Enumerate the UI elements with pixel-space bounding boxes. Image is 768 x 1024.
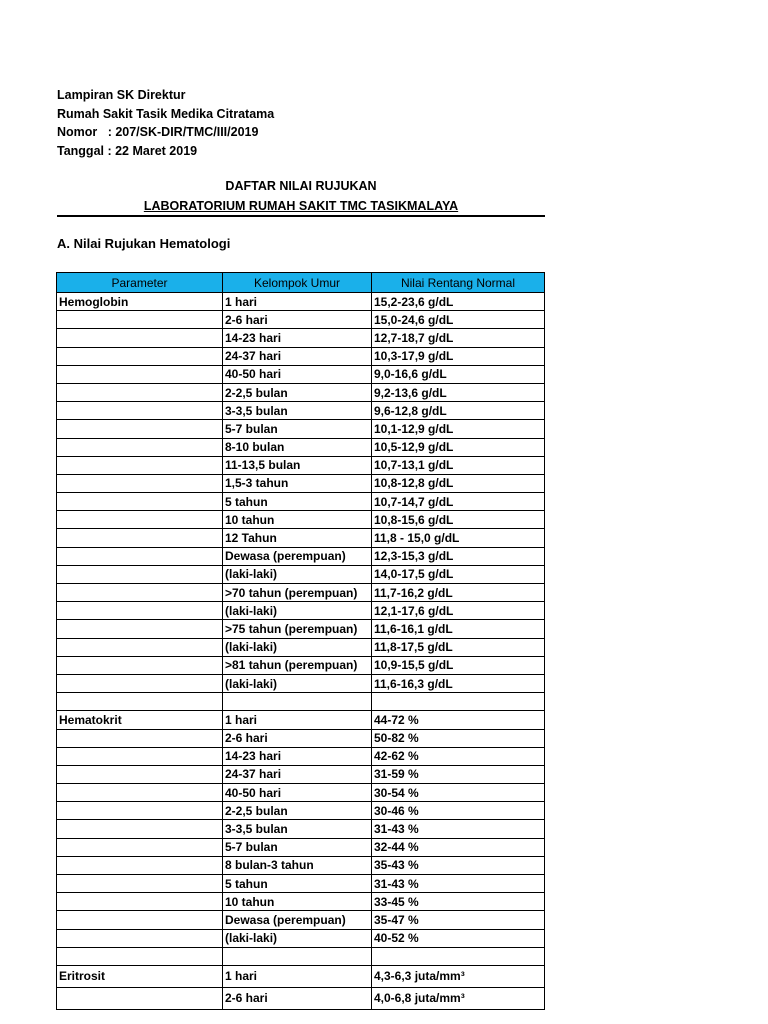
normal-range-cell: 10,7-13,1 g/dL [372, 456, 545, 474]
parameter-cell [57, 875, 223, 893]
normal-range-cell: 32-44 % [372, 838, 545, 856]
table-row [57, 438, 545, 456]
table-row [57, 602, 545, 620]
table-row [57, 293, 545, 311]
age-group-cell: 1 hari [223, 965, 372, 987]
parameter-cell [57, 347, 223, 365]
header-line-2: Rumah Sakit Tasik Medika Citratama [57, 106, 275, 121]
table-row [57, 765, 545, 783]
table-row [57, 893, 545, 911]
age-group-cell: 1 hari [223, 711, 372, 729]
normal-range-cell: 31-59 % [372, 765, 545, 783]
parameter-cell [57, 529, 223, 547]
age-group-cell: (laki-laki) [223, 674, 372, 692]
normal-range-cell: 10,8-15,6 g/dL [372, 511, 545, 529]
parameter-cell [57, 747, 223, 765]
age-group-cell: >81 tahun (perempuan) [223, 656, 372, 674]
normal-range-cell: 12,1-17,6 g/dL [372, 602, 545, 620]
normal-range-cell [372, 693, 545, 711]
header-age-group: Kelompok Umur [223, 273, 372, 293]
normal-range-cell: 35-47 % [372, 911, 545, 929]
normal-range-cell: 15,0-24,6 g/dL [372, 311, 545, 329]
parameter-cell [57, 329, 223, 347]
age-group-cell: >70 tahun (perempuan) [223, 584, 372, 602]
parameter-cell [57, 511, 223, 529]
normal-range-cell: 9,2-13,6 g/dL [372, 383, 545, 401]
parameter-cell [57, 420, 223, 438]
age-group-cell: 40-50 hari [223, 365, 372, 383]
age-group-cell: (laki-laki) [223, 565, 372, 583]
normal-range-cell: 14,0-17,5 g/dL [372, 565, 545, 583]
normal-range-cell: 50-82 % [372, 729, 545, 747]
header-line-4: Tanggal : 22 Maret 2019 [57, 143, 198, 158]
normal-range-cell: 10,1-12,9 g/dL [372, 420, 545, 438]
parameter-cell [57, 402, 223, 420]
table-row [57, 529, 545, 547]
parameter-cell [57, 784, 223, 802]
normal-range-cell: 4,0-6,8 juta/mm³ [372, 987, 545, 1009]
normal-range-cell: 31-43 % [372, 875, 545, 893]
table-row [57, 511, 545, 529]
parameter-cell [57, 620, 223, 638]
parameter-cell [57, 693, 223, 711]
table-row [57, 584, 545, 602]
parameter-cell [57, 383, 223, 401]
parameter-cell [57, 765, 223, 783]
table-row [57, 456, 545, 474]
parameter-cell [57, 729, 223, 747]
age-group-cell [223, 693, 372, 711]
parameter-cell [57, 638, 223, 656]
age-group-cell: 11-13,5 bulan [223, 456, 372, 474]
normal-range-cell: 33-45 % [372, 893, 545, 911]
parameter-cell [57, 584, 223, 602]
parameter-cell [57, 838, 223, 856]
parameter-cell: Hematokrit [57, 711, 223, 729]
parameter-cell [57, 802, 223, 820]
table-row [57, 729, 545, 747]
normal-range-cell: 31-43 % [372, 820, 545, 838]
table-row [57, 547, 545, 565]
parameter-cell [57, 602, 223, 620]
age-group-cell: 14-23 hari [223, 329, 372, 347]
table-row [57, 347, 545, 365]
section-heading: A. Nilai Rujukan Hematologi [57, 236, 231, 251]
table-row [57, 565, 545, 583]
parameter-cell [57, 911, 223, 929]
parameter-cell: Hemoglobin [57, 293, 223, 311]
age-group-cell: 24-37 hari [223, 347, 372, 365]
age-group-cell: 8 bulan-3 tahun [223, 856, 372, 874]
table-row [57, 474, 545, 492]
normal-range-cell: 11,8-17,5 g/dL [372, 638, 545, 656]
table-row [57, 620, 545, 638]
normal-range-cell: 10,5-12,9 g/dL [372, 438, 545, 456]
normal-range-cell: 30-46 % [372, 802, 545, 820]
table-row [57, 856, 545, 874]
header-line-3: Nomor : 207/SK-DIR/TMC/III/2019 [57, 125, 259, 140]
age-group-cell: 2-6 hari [223, 311, 372, 329]
age-group-cell: 12 Tahun [223, 529, 372, 547]
age-group-cell: (laki-laki) [223, 929, 372, 947]
parameter-cell [57, 893, 223, 911]
age-group-cell: 2-6 hari [223, 729, 372, 747]
parameter-cell [57, 456, 223, 474]
table-row [57, 747, 545, 765]
table-row [57, 987, 545, 1009]
table-row [57, 674, 545, 692]
parameter-cell [57, 674, 223, 692]
table-header-row [57, 273, 545, 293]
parameter-cell [57, 311, 223, 329]
age-group-cell: Dewasa (perempuan) [223, 547, 372, 565]
normal-range-cell: 30-54 % [372, 784, 545, 802]
table-row [57, 711, 545, 729]
normal-range-cell: 12,3-15,3 g/dL [372, 547, 545, 565]
header-normal-range: Nilai Rentang Normal [372, 273, 545, 293]
age-group-cell: 1 hari [223, 293, 372, 311]
document-title: DAFTAR NILAI RUJUKAN [225, 179, 377, 193]
age-group-cell: (laki-laki) [223, 638, 372, 656]
normal-range-cell: 12,7-18,7 g/dL [372, 329, 545, 347]
table-row [57, 311, 545, 329]
normal-range-cell: 10,3-17,9 g/dL [372, 347, 545, 365]
parameter-cell [57, 565, 223, 583]
normal-range-cell: 11,8 - 15,0 g/dL [372, 529, 545, 547]
parameter-cell [57, 474, 223, 492]
table-row [57, 820, 545, 838]
age-group-cell: 3-3,5 bulan [223, 402, 372, 420]
document-header [57, 86, 274, 160]
table-row [57, 838, 545, 856]
table-row [57, 947, 545, 965]
age-group-cell: 14-23 hari [223, 747, 372, 765]
normal-range-cell: 10,7-14,7 g/dL [372, 493, 545, 511]
normal-range-cell: 42-62 % [372, 747, 545, 765]
age-group-cell [223, 947, 372, 965]
parameter-cell [57, 820, 223, 838]
table-row [57, 365, 545, 383]
normal-range-cell: 10,8-12,8 g/dL [372, 474, 545, 492]
normal-range-cell: 11,6-16,3 g/dL [372, 674, 545, 692]
table-row [57, 802, 545, 820]
header-line-1: Lampiran SK Direktur [57, 88, 186, 102]
normal-range-cell: 15,2-23,6 g/dL [372, 293, 545, 311]
age-group-cell: 8-10 bulan [223, 438, 372, 456]
title-divider [57, 215, 545, 217]
normal-range-cell: 9,6-12,8 g/dL [372, 402, 545, 420]
parameter-cell: Eritrosit [57, 965, 223, 987]
age-group-cell: Dewasa (perempuan) [223, 911, 372, 929]
parameter-cell [57, 365, 223, 383]
normal-range-cell: 10,9-15,5 g/dL [372, 656, 545, 674]
age-group-cell: 10 tahun [223, 893, 372, 911]
parameter-cell [57, 656, 223, 674]
document-subtitle: LABORATORIUM RUMAH SAKIT TMC TASIKMALAYA [143, 199, 459, 213]
age-group-cell: 5-7 bulan [223, 420, 372, 438]
age-group-cell: 2-2,5 bulan [223, 802, 372, 820]
normal-range-cell: 9,0-16,6 g/dL [372, 365, 545, 383]
table-row [57, 875, 545, 893]
table-row [57, 383, 545, 401]
table-row [57, 420, 545, 438]
parameter-cell [57, 547, 223, 565]
age-group-cell: (laki-laki) [223, 602, 372, 620]
age-group-cell: 5 tahun [223, 493, 372, 511]
parameter-cell [57, 856, 223, 874]
parameter-cell [57, 987, 223, 1009]
normal-range-cell: 11,6-16,1 g/dL [372, 620, 545, 638]
table-row [57, 693, 545, 711]
table-row [57, 911, 545, 929]
age-group-cell: 24-37 hari [223, 765, 372, 783]
table-row [57, 329, 545, 347]
normal-range-cell: 35-43 % [372, 856, 545, 874]
table-body [57, 293, 545, 1010]
normal-range-cell [372, 947, 545, 965]
parameter-cell [57, 438, 223, 456]
age-group-cell: 5 tahun [223, 875, 372, 893]
parameter-cell [57, 929, 223, 947]
table-row [57, 638, 545, 656]
age-group-cell: 10 tahun [223, 511, 372, 529]
normal-range-cell: 44-72 % [372, 711, 545, 729]
normal-range-cell: 40-52 % [372, 929, 545, 947]
normal-range-cell: 4,3-6,3 juta/mm³ [372, 965, 545, 987]
age-group-cell: 40-50 hari [223, 784, 372, 802]
table-row [57, 965, 545, 987]
header-parameter: Parameter [57, 273, 223, 293]
age-group-cell: >75 tahun (perempuan) [223, 620, 372, 638]
table-row [57, 929, 545, 947]
normal-range-cell: 11,7-16,2 g/dL [372, 584, 545, 602]
table-row [57, 784, 545, 802]
parameter-cell [57, 947, 223, 965]
age-group-cell: 5-7 bulan [223, 838, 372, 856]
reference-table [56, 272, 545, 1010]
age-group-cell: 1,5-3 tahun [223, 474, 372, 492]
age-group-cell: 2-6 hari [223, 987, 372, 1009]
parameter-cell [57, 493, 223, 511]
table-row [57, 656, 545, 674]
age-group-cell: 2-2,5 bulan [223, 383, 372, 401]
table-row [57, 493, 545, 511]
age-group-cell: 3-3,5 bulan [223, 820, 372, 838]
table-row [57, 402, 545, 420]
